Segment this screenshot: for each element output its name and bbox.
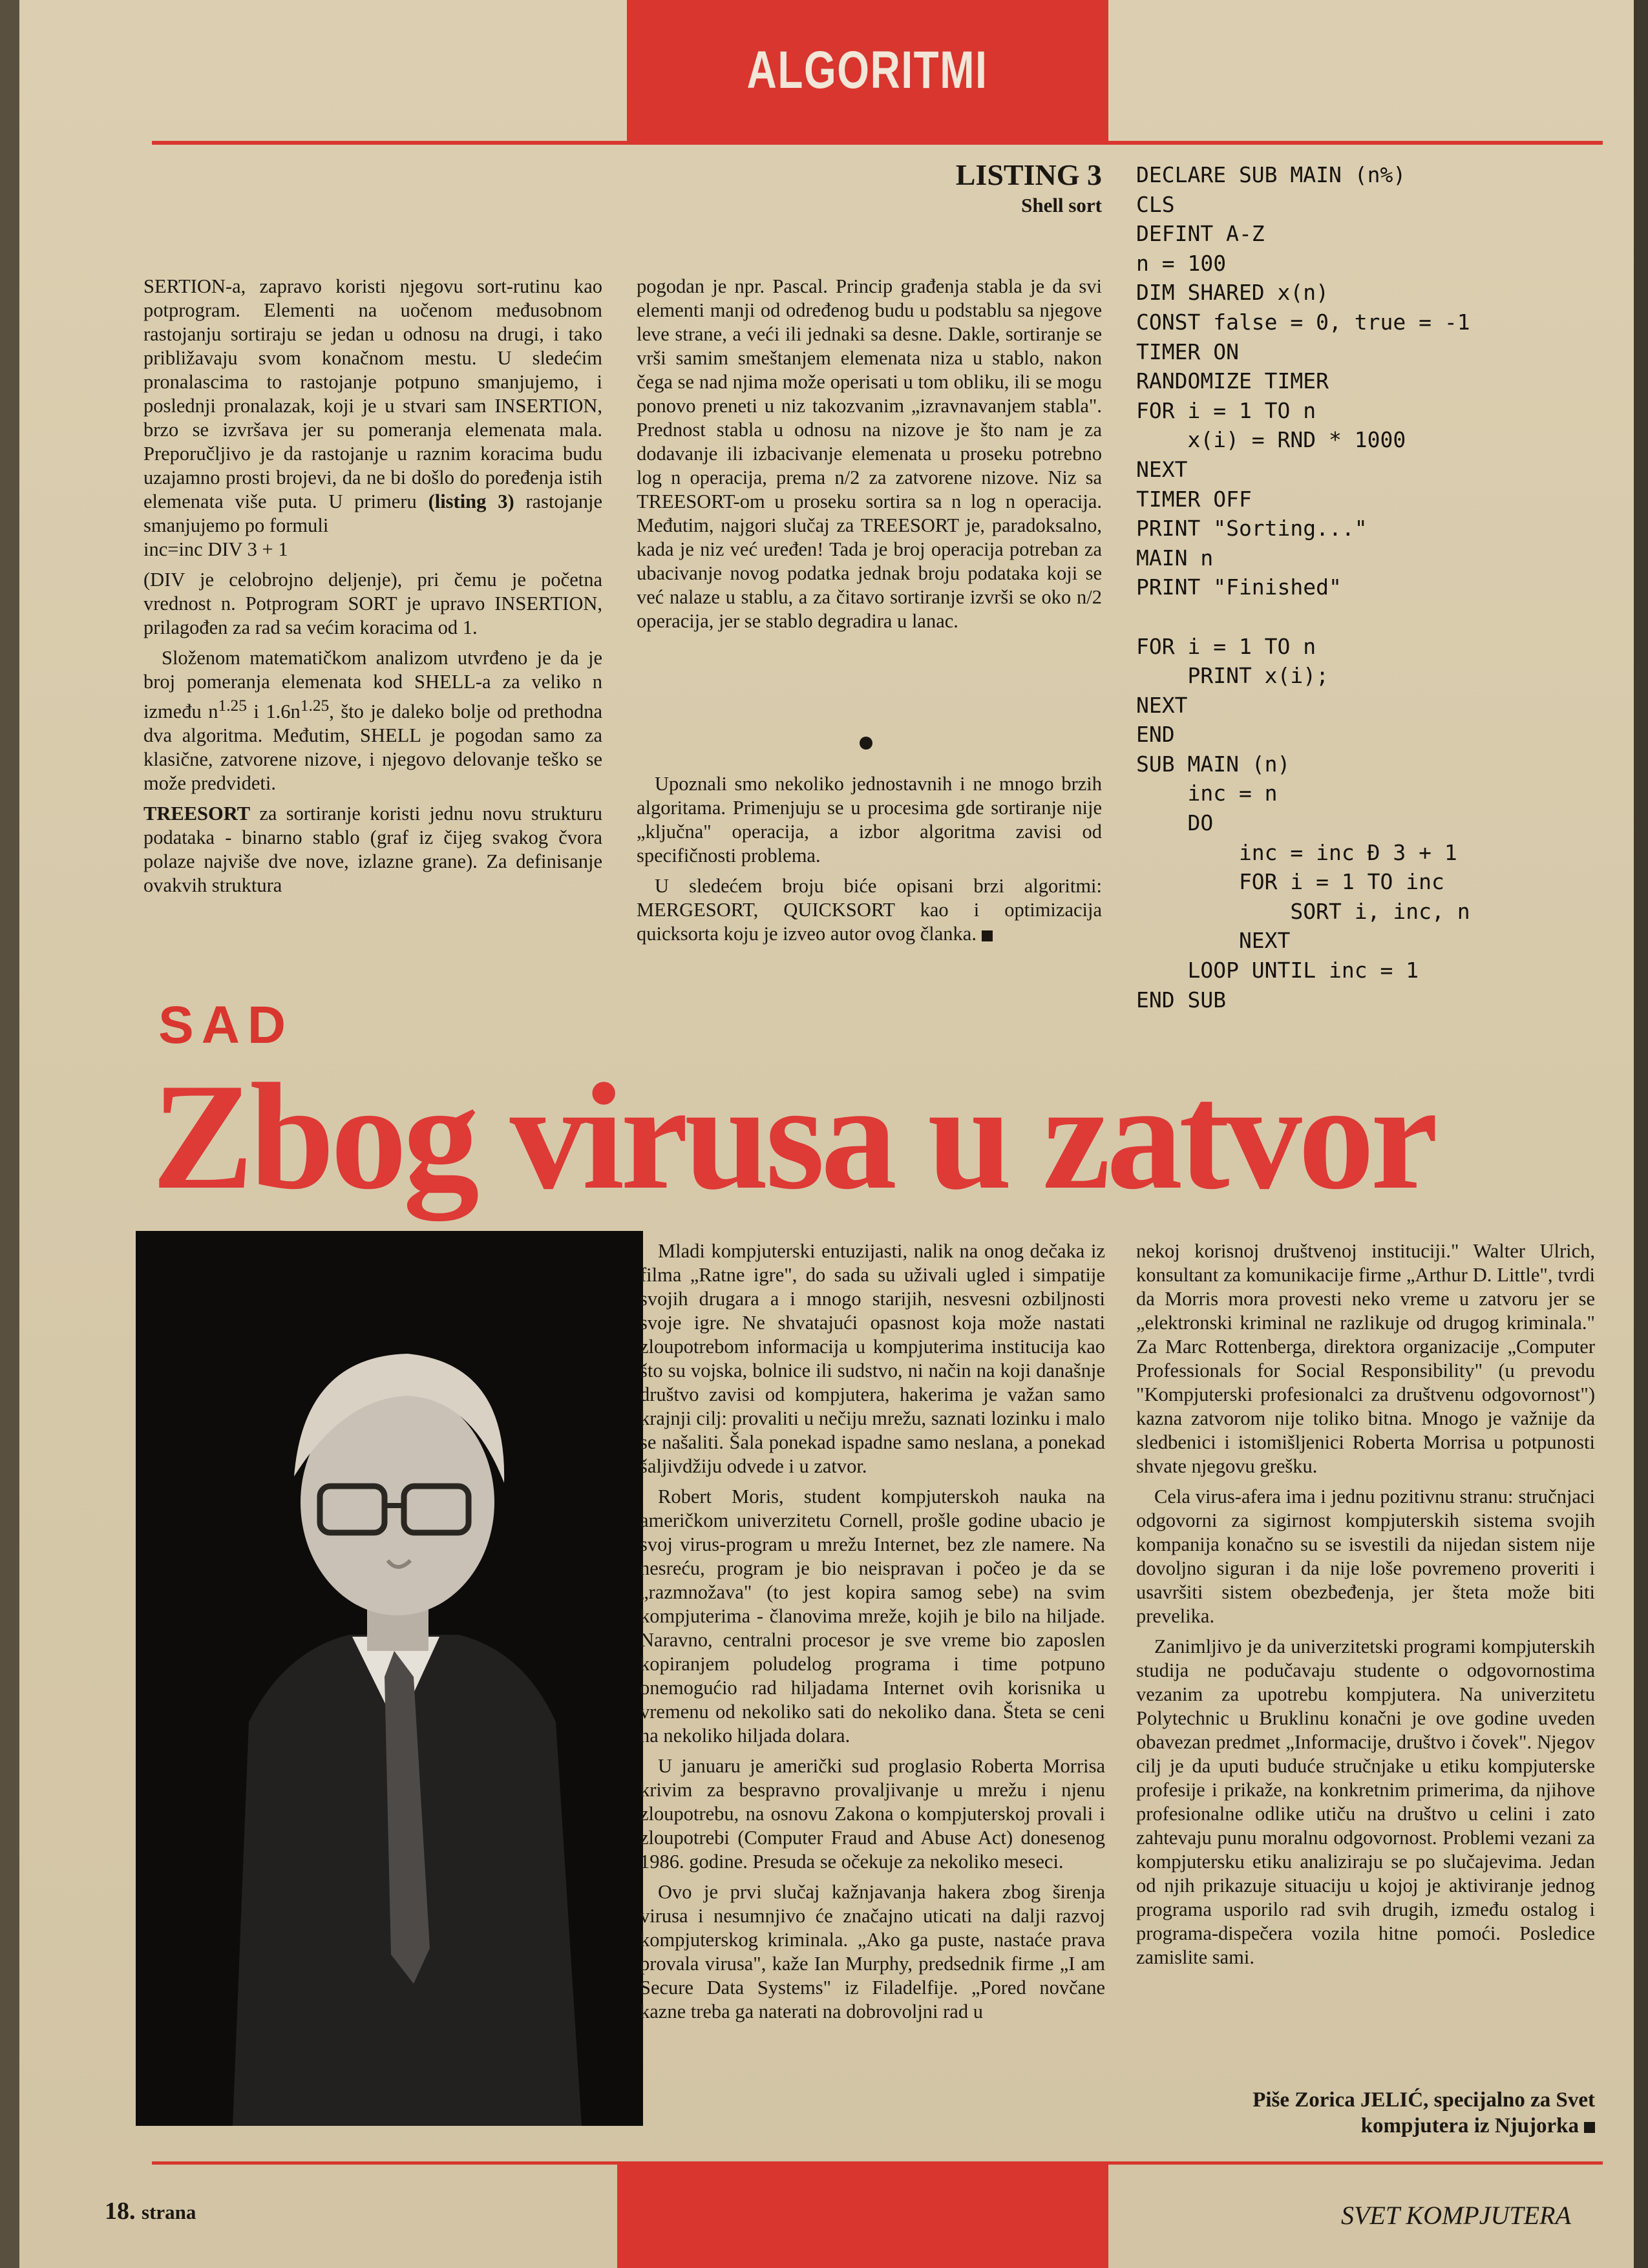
algorithm-column-2	[637, 275, 1102, 640]
page-number: 18. strana	[105, 2198, 196, 2225]
paragraph: SERTION-a, zapravo koristi njegovu sort-rutinu kao potprogram. Elementi na uočenom međusobnom rastojanju sortiraju se jedan u odnosu na drugi, i tako približavaju svom konačnom mestu. U sledećim pronalascima to rastojanje potpuno smanjujemo, i poslednji pronalazak, koji je u stvari sam INSERTION, brzo se izvršava jer su pomeranja elemenata mala. Preporučljivo je da rastojanje u raznim koracima budu uzajamno prosti brojevi, da ne bi došlo do poređenja istih elemenata više puta. U primeru (listing 3) rastojanje smanjujemo po formuli inc=inc DIV 3 + 1	[143, 275, 603, 560]
paragraph: U januaru je američki sud proglasio Roberta Morrisa krivim za bespravno provaljivanje u mrežu i njenu zloupotrebu, na osnovu Zakona o kompjuterskoj provali i zloupotrebi (Computer Fraud and Abuse Act) donesenog 1986. godine. Presuda se očekuje za nekoliko meseci.	[640, 1755, 1105, 1873]
page-edge-left	[0, 0, 19, 2268]
section-bullet	[860, 737, 872, 750]
paragraph: nekoj korisnoj društvenoj instituciji." Walter Ulrich, konsultant za komunikacije firme „Arthur D. Little", tvrdi da Morris mora provesti neko vreme u zatvoru jer se „elektronski kriminal ne razlikuje od drugog kriminala." Za Marc Rottenberga, direktora organizacije „Computer Professionals for Social Responsibility" (u prevodu "Kompjuterski profesionalci za društvenu odgovornost") kazna zatvorom nije toliko bitna. Mnogo je važnije da sledbenici i istomišljenici Roberta Morrisa u potpunosti shvate njegovu grešku.	[1136, 1240, 1595, 1477]
bottom-banner	[617, 2161, 1108, 2268]
paragraph: Zanimljivo je da univerzitetski programi kompjuterskih studija ne podučavaju studente o odgovornostima vezanim za upotrebu kompjutera. Na univerzitetu Polytechnic u Bruklinu konačni je ove godine uveden obavezan predmet „Informacije, društvo i čovek". Njegov cilj je da uputi buduće stručnjake u etiku kompjuterske profesije i prikaže, na konkretnim primerima, da njihove profesionalne odlike utiču na društvo u celini i zato zahtevaju punu moralnu odgovornost. Problemi vezani za kompjutersku etiku analiziraju se po slučajevima. Jedan od njih prikazuje situaciju u kojoj je aktiviranje jednog programa usporilo rad svih drugih, između ostalog i programa-dispečera vozila hitne pomoći. Posledice zamislite sami.	[1136, 1635, 1595, 1968]
byline: Piše Zorica JELIĆ, specijalno za Svet kompjutera iz Njujorka	[1252, 2088, 1595, 2137]
kicker: SAD	[158, 996, 294, 1055]
news-column-2	[1136, 1239, 1595, 1976]
portrait-illustration	[136, 1231, 643, 2126]
paragraph: TREESORT za sortiranje koristi jednu novu strukturu podataka - binarno stablo (graf iz čijeg svakog čvora polaze najviše dve nove, izlazne grane). Za definisanje ovakvih struktura	[143, 803, 602, 897]
paragraph: U sledećem broju biće opisani brzi algoritmi: MERGESORT, QUICKSORT kao i optimizacija quicksorta koju je izveo autor ovog članka.	[637, 875, 1102, 945]
page-edge-right	[1634, 0, 1648, 2268]
listing-title: LISTING 3	[955, 158, 1102, 191]
section-banner	[627, 0, 1108, 141]
headline: Zbog virusa u zatvor	[152, 1053, 1435, 1221]
news-column-1	[640, 1239, 1105, 2030]
formula: inc=inc DIV 3 + 1	[143, 538, 288, 560]
paragraph: Ovo je prvi slučaj kažnjavanja hakera zbog širenja virusa i nesumnjivo će značajno uticati na dalji razvoj kompjuterskog kriminala. „Ako ga puste, nastaće prava provala virusa", kaže Ian Murphy, predsednik firme „I am Secure Data Systems" iz Filadelfije. „Pored novčane kazne treba ga naterati na dobrovoljni rad u	[640, 1881, 1105, 2022]
end-mark	[1584, 2122, 1595, 2133]
paragraph: pogodan je npr. Pascal. Princip građenja stabla je da svi elementi manji od određenog budu u podstablu sa njegove leve strane, a veći ili jednaki sa desne. Dakle, sortiranje se vrši samim smeštanjem elemenata niza u stablo, nakon čega se nad njima može operisati u tom obliku, ili se mogu ponovo preneti u niz takozvanim „izravnavanjem stabla". Prednost stabla u odnosu na nizove je što nam je za dodavanje ili izbacivanje elemenata u proseku potrebno log n operacija, prema n/2 za zatvorene nizove. Niz sa TREESORT-om u proseku sortira sa n log n operacija. Međutim, najgori slučaj za TREESORT je, paradoksalno, kada je niz već uređen! Tada je broj operacija potreban za ubacivanje novog podatka jednak broju podataka koji se već nalaze u stablu, a za čitavo sortiranje izvrši se oko n/2 operacija, jer se stablo degradira u lanac.	[637, 275, 1102, 632]
algorithm-conclusion	[637, 772, 1102, 952]
paragraph: (DIV je celobrojno deljenje), pri čemu je početna vrednost n. Potprogram SORT je upravo INSERTION, prilagođen za rad sa većim koracima od 1.	[143, 569, 602, 638]
section-title: ALGORITMI	[747, 41, 988, 100]
listing-code: DECLARE SUB MAIN (n%) CLS DEFINT A-Z n = 100 DIM SHARED x(n) CONST false = 0, true = -1 TIMER ON RANDOMIZE TIMER FOR i = 1 TO n x(i) = RND * 1000 NEXT TIMER OFF PRINT "Sorting..." MAIN n PRINT "Finished" FOR i = 1 TO n PRINT x(i); NEXT END SUB MAIN (n) inc = n DO inc = inc Ð 3 + 1 FOR i = 1 TO inc SORT i, inc, n NEXT LOOP UNTIL inc = 1 END SUB	[1136, 162, 1470, 1013]
paragraph: Robert Moris, student kompjuterskoh nauka na američkom univerzitetu Cornell, prošle godine ubacio je svoj virus-program u mrežu Internet, bez zle namere. Na nesreću, program je bio neispravan i počeo je da se „razmnožava" (to jest kopira samog sebe) na svim kompjuterima - članovima mreže, kojih je bilo na hiljade. Naravno, centralni procesor je sve vreme bio zaposlen kopiranjem poludelog programa i time potpuno onemogućio rad hiljadama Internet ovih korisnika u vremenu od nekoliko sati do nekoliko dana. Šteta se ceni na nekoliko hiljada dolara.	[640, 1486, 1105, 1747]
top-rule	[152, 141, 1603, 145]
magazine-name: SVET KOMPJUTERA	[1341, 2201, 1571, 2230]
paragraph: Upoznali smo nekoliko jednostavnih i ne mnogo brzih algoritama. Primenjuju se u procesima gde sortiranje nije „ključna" operacija, a izbor algoritma zavisi od specifičnosti problema.	[637, 773, 1102, 866]
paragraph: Cela virus-afera ima i jednu pozitivnu stranu: stručnjaci odgovorni za sigirnost kompjuterskih sistema svojih kompanija konačno su se isvestili da nijedan sistem nije dovoljno siguran i da nije loše povremeno proveriti i usavršiti sistem obezbeđenja, jer šteta može biti prevelika.	[1136, 1486, 1595, 1627]
end-mark	[982, 930, 993, 941]
algorithm-column-1	[143, 275, 602, 904]
paragraph: Mladi kompjuterski entuzijasti, nalik na onog dečaka iz filma „Ratne igre", do sada su uživali ugled i simpatije svojih drugara a i mnogo starijih, nesvesni ozbiljnosti svoje igre. Ne shvatajući opasnost koja može nastati zloupotrebom informacija u kompjuterima institucija kao što su vojska, bolnice ili sudstvo, ni način na koji današnje društvo zavisi od kompjutera, hakerima je važan samo krajnji cilj: provaliti u nečiju mrežu, saznati lozinku i malo se našaliti. Šala ponekad ispadne samo neslana, a ponekad šaljivdžiju odvede i u zatvor.	[640, 1240, 1105, 1477]
portrait-photo	[136, 1231, 643, 2126]
listing-subtitle: Shell sort	[1021, 194, 1102, 216]
paragraph: Složenom matematičkom analizom utvrđeno je da je broj pomeranja elemenata kod SHELL-a za veliko n između $n^{1.25}$ i $1.6n^{1.25}$, što je daleko bolje od prethodna dva algoritma. Međutim, SHELL je pogodan samo za klasične, zatvorene nizove, i njegovo delovanje teško se može predvideti.	[143, 647, 603, 795]
